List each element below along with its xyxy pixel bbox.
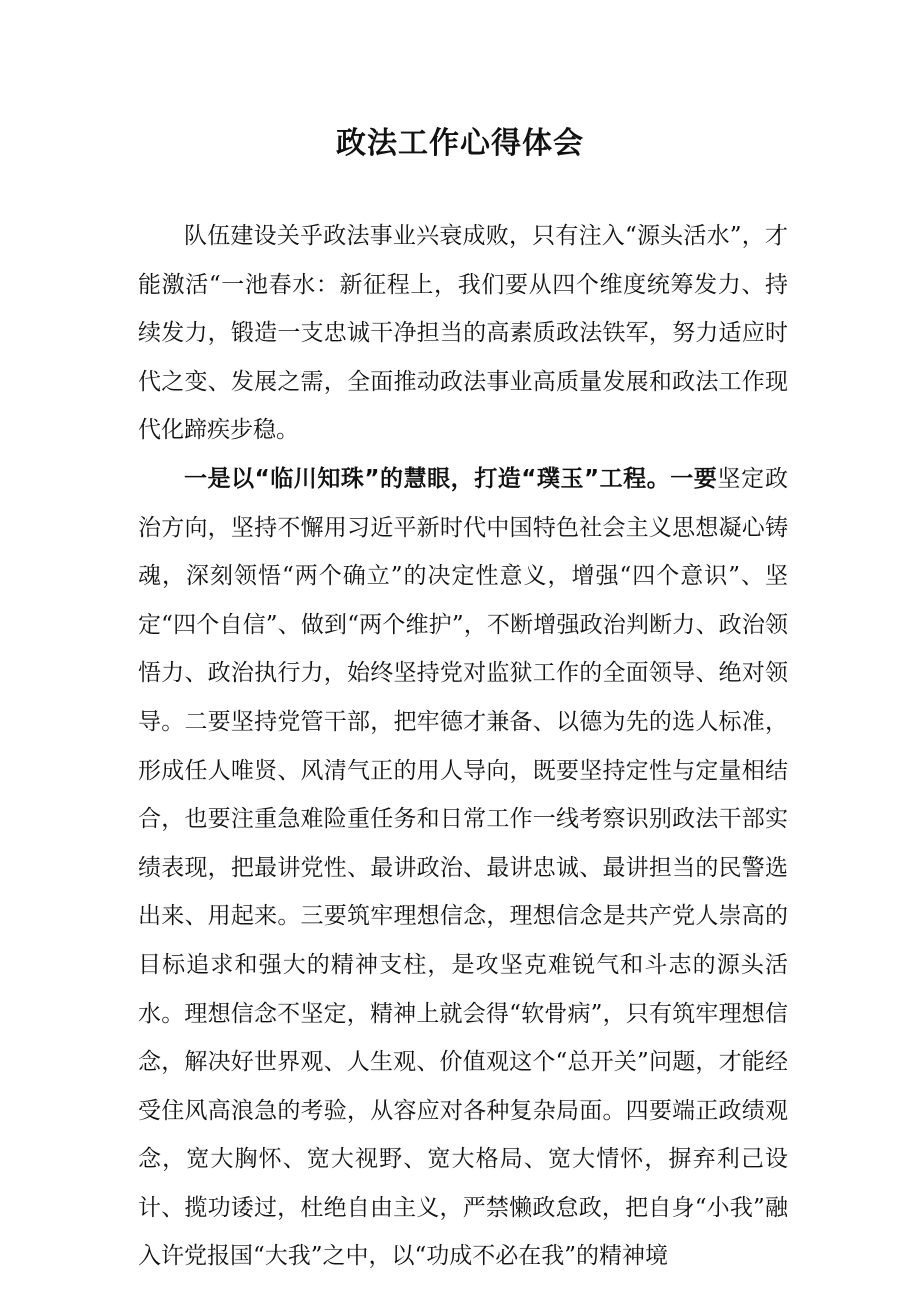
page-title: 政法工作心得体会: [336, 126, 584, 161]
intro-paragraph: [138, 212, 788, 455]
document-body: [138, 212, 788, 1281]
section-one-heading: 一是以“临川知珠”的慧眼，打造“璞玉”工程。一要: [184, 465, 718, 492]
intro-paragraph-text: 队伍建设关乎政法事业兴衰成败，只有注入“源头活水”，才能激活“一池春水：新征程上，我们要从四个维度统筹发力、持续发力，锻造一支忠诚干净担当的高素质政法铁军，努力适应时代之变、发展之需，全面推动政法事业高质量发展和政法工作现代化蹄疾步稳。: [138, 223, 788, 444]
section-one-text: 坚定政治方向，坚持不懈用习近平新时代中国特色社会主义思想凝心铸魂，深刻领悟“两个确立”的决定性意义，增强“四个意识”、坚定“四个自信”、做到“两个维护”，不断增强政治判断力、政治领悟力、政治执行力，始终坚持党对监狱工作的全面领导、绝对领导。二要坚持党管干部，把牢德才兼备、以德为先的选人标准，形成任人唯贤、风清气正的用人导向，既要坚持定性与定量相结合，也要注重急难险重任务和日常工作一线考察识别政法干部实绩表现，把最讲党性、最讲政治、最讲忠诚、最讲担当的民警选出来、用起来。三要筑牢理想信念，理想信念是共产党人崇高的目标追求和强大的精神支柱，是攻坚克难锐气和斗志的源头活水。理想信念不坚定，精神上就会得“软骨病”，只有筑牢理想信念，解决好世界观、人生观、价值观这个“总开关”问题，才能经受住风高浪急的考验，从容应对各种复杂局面。四要端正政绩观念，宽大胸怀、宽大视野、宽大格局、宽大情怀，摒弃利己设计、揽功诿过，杜绝自由主义，严禁懒政怠政，把自身“小我”融入许党报国“大我”之中，以“功成不必在我”的精神境: [138, 465, 788, 1270]
section-one-paragraph: [138, 455, 788, 1281]
